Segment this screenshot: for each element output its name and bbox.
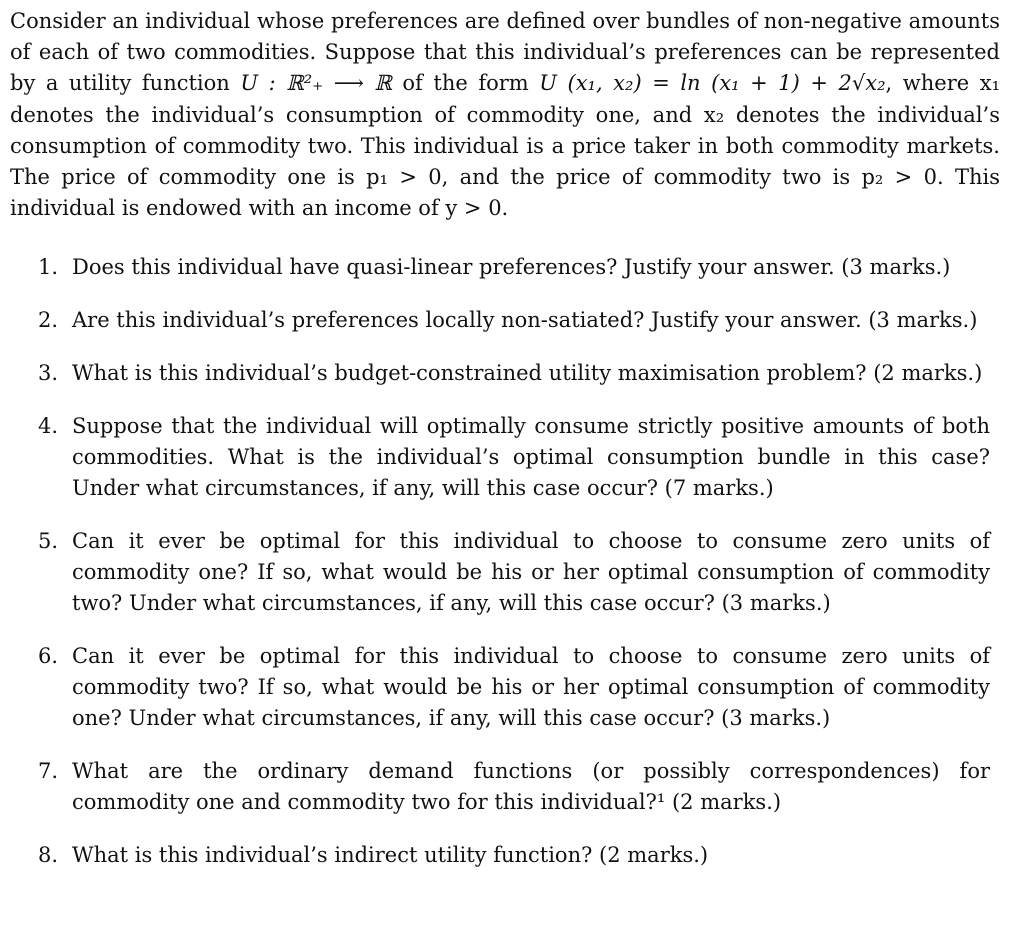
utility-formula: U (x₁, x₂) = ln (x₁ + 1) + 2√x₂ [539, 71, 886, 96]
question-1 [38, 252, 990, 283]
question-6 [38, 641, 990, 734]
intro-text-2: of the form [391, 71, 540, 96]
question-4 [38, 411, 990, 504]
question-text: Does this individual have quasi-linear preferences? Justify your answer. (3 marks.) [72, 255, 951, 279]
intro-text-1: Consider an individual whose preferences are defined over bundles of non-negative amounts of each of two commodities. Suppose that this individual’s preferences can be represented by a utility function [10, 9, 1000, 96]
utility-domain: U : ℝ²₊ ⟶ ℝ [240, 71, 392, 96]
question-5 [38, 526, 990, 619]
question-7 [38, 756, 990, 818]
question-number: 2. [38, 308, 59, 332]
question-text: Can it ever be optimal for this individual to choose to consume zero units of commodity one? If so, what would be his or her optimal consumption of commodity two? Under what circumstances, if any, will this case occur? (3 marks.) [72, 529, 990, 615]
question-2 [38, 305, 990, 336]
question-text: Are this individual’s preferences locally non-satiated? Justify your answer. (3 marks.) [72, 308, 978, 332]
problem-statement [10, 6, 1000, 224]
question-text: What is this individual’s budget-constrained utility maximisation problem? (2 marks.) [72, 361, 983, 385]
question-number: 7. [38, 759, 59, 783]
question-3 [38, 358, 990, 389]
question-number: 4. [38, 414, 59, 438]
question-number: 5. [38, 529, 59, 553]
question-number: 8. [38, 843, 59, 867]
question-number: 3. [38, 361, 59, 385]
question-text: Can it ever be optimal for this individual to choose to consume zero units of commodity two? If so, what would be his or her optimal consumption of commodity one? Under what circumstances, if any, will this case occur? (3 marks.) [72, 644, 990, 730]
question-number: 1. [38, 255, 59, 279]
question-text: Suppose that the individual will optimally consume strictly positive amounts of both commodities. What is the individual’s optimal consumption bundle in this case? Under what circumstances, if any, will this case occur? (7 marks.) [72, 414, 990, 500]
question-text: What are the ordinary demand functions (or possibly correspondences) for commodity one and commodity two for this individual?¹ (2 marks.) [72, 759, 990, 814]
question-8 [38, 840, 990, 871]
question-number: 6. [38, 644, 59, 668]
question-list [38, 252, 990, 893]
intro-text-3: , where x₁ denotes the individual’s consumption of commodity one, and x₂ denotes the individual’s consumption of commodity two. This individual is a price taker in both commodity markets. The price of commodity one is p₁ > 0, and the price of commodity two is p₂ > 0. This individual is endowed with an income of y > 0. [10, 71, 1000, 221]
question-text: What is this individual’s indirect utility function? (2 marks.) [72, 843, 709, 867]
